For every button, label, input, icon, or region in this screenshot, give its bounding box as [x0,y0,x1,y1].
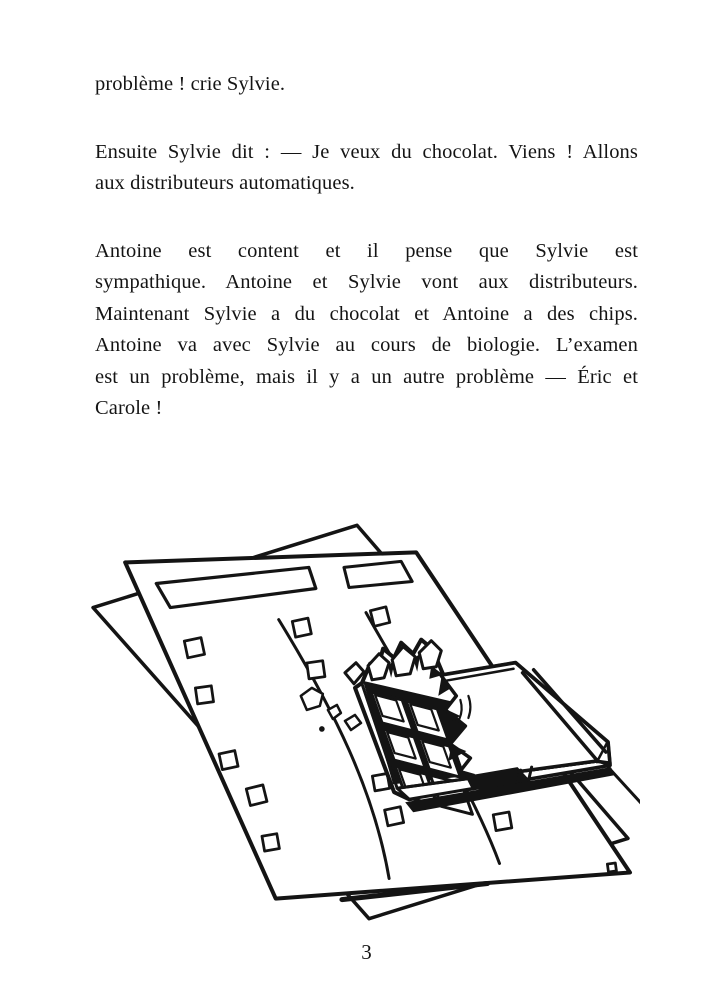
text-line: Maintenant Sylvie a du chocolat et Antoine a des chips. [95,302,638,325]
paragraph-1 [95,69,638,101]
text-line: sympathique. Antoine et Sylvie vont aux distributeurs. [95,271,638,293]
text-line: Ensuite Sylvie dit : — Je veux du chocolat. Viens ! Allons [95,140,638,163]
paragraph-3 [95,236,638,425]
paragraph-2 [95,137,638,200]
text-line: Antoine va avec Sylvie au cours de biologie. L’examen [95,334,638,356]
text-line: Antoine est content et il pense que Sylvie est [95,239,638,262]
illustration-chocolate-bar-on-answer-sheets [78,518,640,942]
page-number: 3 [361,940,372,964]
body-text [95,69,638,461]
text-line: problème ! crie Sylvie. [95,73,286,95]
text-line: Carole ! [95,397,163,419]
text-line: aux distributeurs automatiques. [95,172,355,194]
text-line: est un problème, mais il y a un autre problème — Éric et [95,365,638,388]
